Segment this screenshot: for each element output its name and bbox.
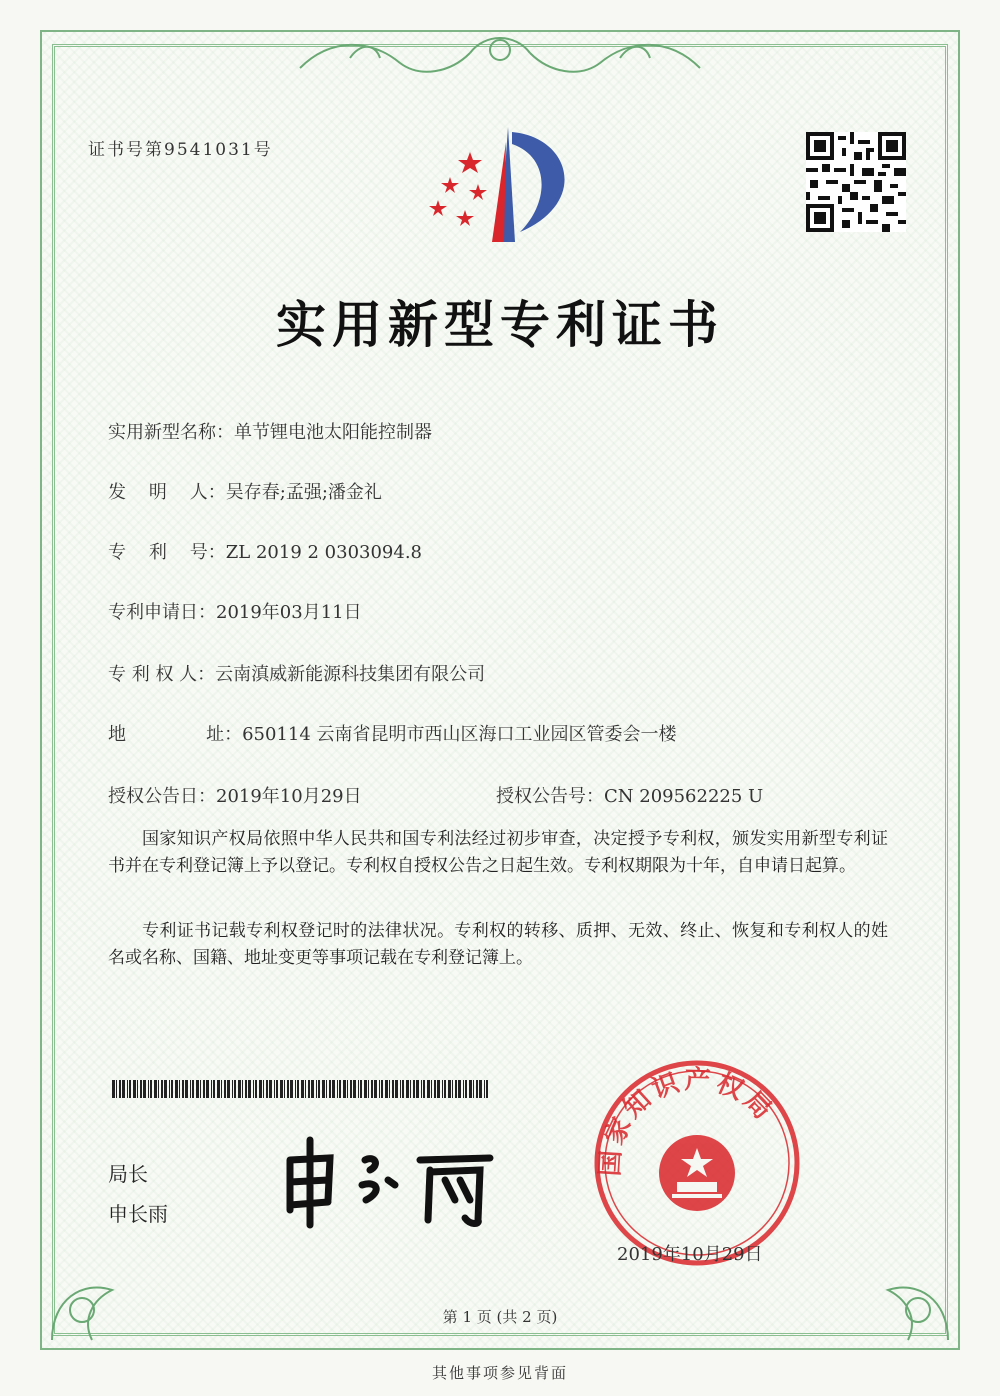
field-grant-date [108,782,362,808]
field-grant-number-label: 授权公告号： [496,786,604,807]
field-grant-date-value: 2019年10月29日 [216,786,362,807]
top-ornament [290,28,710,88]
paragraph-grant: 国家知识产权局依照中华人民共和国专利法经过初步审查，决定授予专利权，颁发实用新型专利证书并在专利登记簿上予以登记。专利权自授权公告之日起生效。专利权期限为十年，自申请日起算。 [108,829,888,876]
field-holder-value: 云南滇威新能源科技集团有限公司 [215,664,486,685]
footer-note: 其他事项参见背面 [431,1364,568,1382]
page-number: 第 1 页 (共 2 页) [442,1308,558,1326]
field-grant-number-value: CN 209562225 U [604,786,764,807]
signature-image [270,1130,510,1230]
field-name [108,418,432,444]
field-patent-number [108,538,422,564]
seal-text: 国家知识产权局 [595,1065,781,1178]
field-holder-label: 专 利 权 人： [108,664,216,685]
qr-code [806,132,906,232]
bottom-right-ornament [868,1250,958,1350]
bottom-left-ornament [42,1250,132,1350]
field-grant-date-label: 授权公告日： [108,786,216,807]
field-apply-date [108,598,362,624]
field-inventor-label: 发 明 人： [108,482,226,503]
cnipa-logo-icon [420,122,580,252]
official-title: 局长 [108,1162,148,1186]
field-inventor-value: 吴存春;孟强;潘金礼 [225,482,382,503]
field-patent-number-value: ZL 2019 2 0303094.8 [225,542,423,563]
field-address-label: 地 址： [108,724,243,745]
field-address [108,720,677,746]
seal-date: 2019年10月29日 [617,1244,763,1265]
field-address-value: 650114 云南省昆明市西山区海口工业园区管委会一楼 [242,724,677,745]
barcode [112,1080,492,1098]
field-patent-number-label: 专 利 号： [108,542,226,563]
field-apply-date-label: 专利申请日： [108,602,216,623]
official-seal [592,1058,802,1268]
field-grant-number [496,782,763,808]
field-name-value: 单节锂电池太阳能控制器 [234,422,432,443]
field-inventor [108,478,382,504]
field-name-label: 实用新型名称： [108,422,234,443]
field-holder [108,660,485,686]
field-apply-date-value: 2019年03月11日 [216,602,362,623]
certificate-number: 证书号第9541031号 [88,140,273,160]
certificate-title: 实用新型专利证书 [276,296,724,354]
official-name: 申长雨 [108,1202,168,1226]
paragraph-legal-status: 专利证书记载专利权登记时的法律状况。专利权的转移、质押、无效、终止、恢复和专利权人的姓名或名称、国籍、地址变更等事项记载在专利登记簿上。 [108,921,888,968]
